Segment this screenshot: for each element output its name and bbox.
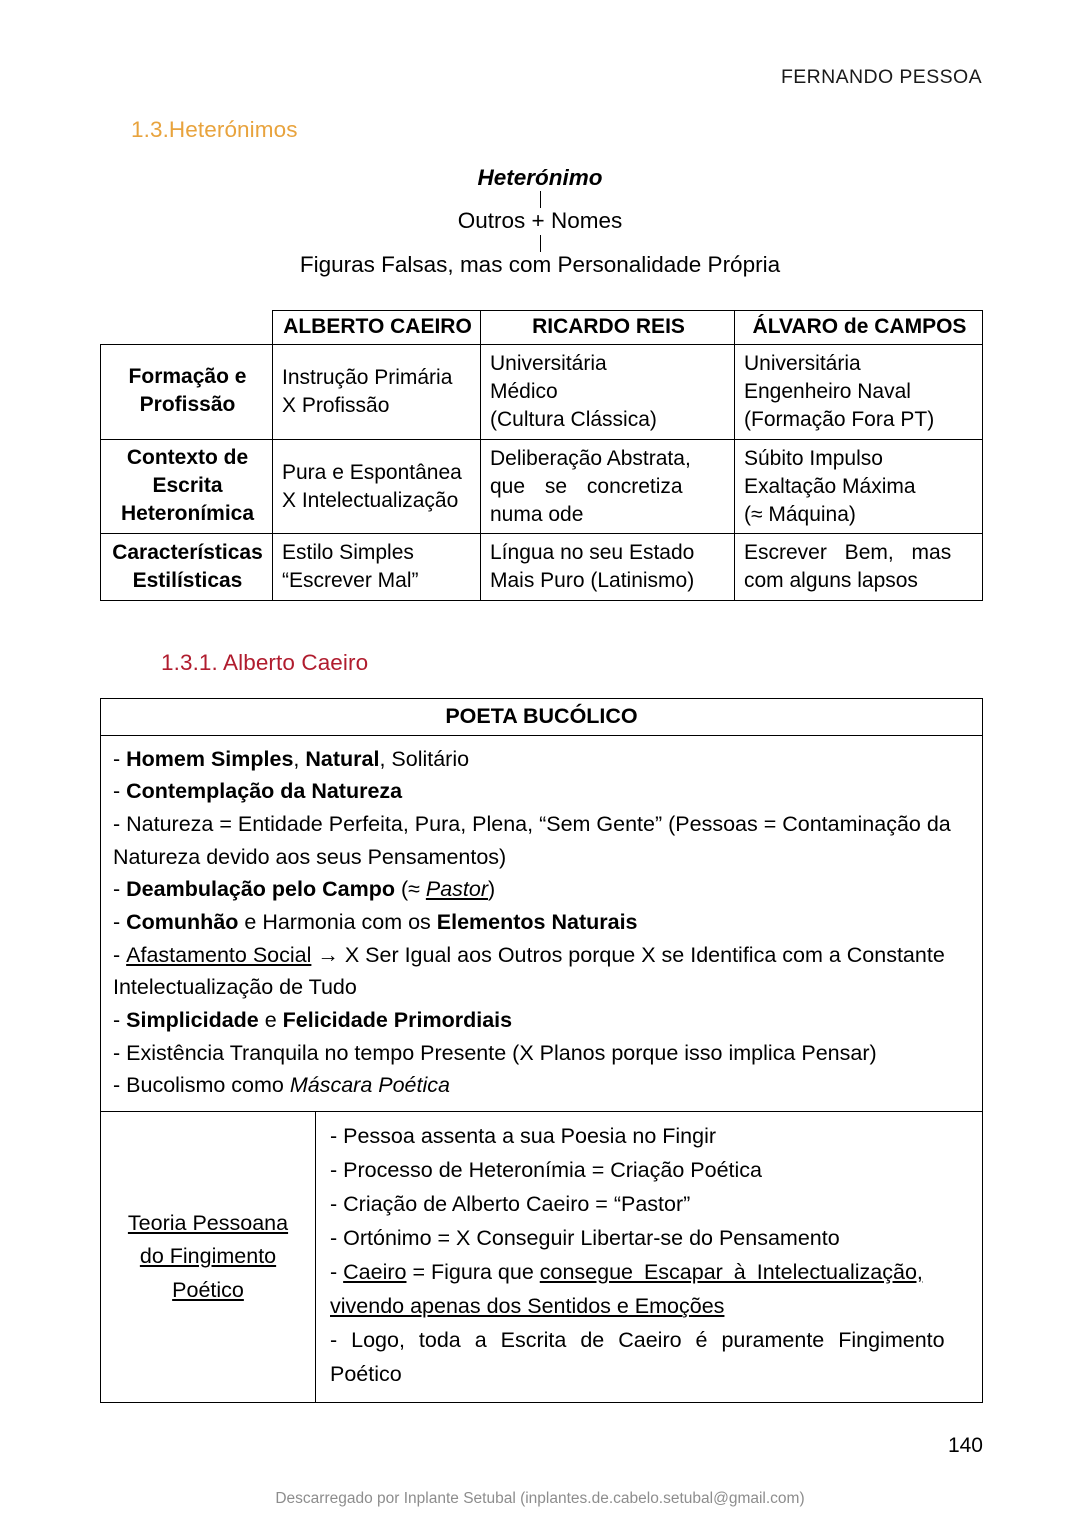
running-header: FERNANDO PESSOA [780, 66, 982, 88]
cell-line: Escrever Bem, mas [744, 541, 952, 565]
bullet-plain-fragment: Bucolismo como [126, 1073, 290, 1098]
list-item: - Homem Simples, Natural, Solitário [113, 746, 470, 771]
row-label-line: Heteronímica [120, 502, 255, 526]
row-label-formacao [101, 344, 273, 439]
cell-line: (≈ Máquina) [744, 502, 856, 526]
table-row [101, 1111, 983, 1402]
bullet-bold-fragment: Felicidade Primordiais [282, 1007, 513, 1032]
bullet-plain-fragment: Existência Tranquila no tempo Presente (X Planos porque isso implica Pensar) [126, 1040, 877, 1065]
bullet-plain-fragment: e Harmonia com os [238, 909, 437, 934]
label-line: Poético [172, 1277, 244, 1302]
diagram-node-bottom: Figuras Falsas, mas com Personalidade Própria [299, 251, 781, 277]
bullet-bold-fragment: Natural [305, 746, 380, 771]
row-label-line: Profissão [139, 393, 236, 417]
list-item: - Criação de Alberto Caeiro = “Pastor” [330, 1191, 691, 1216]
cell-caracteristicas-campos [735, 534, 983, 601]
list-item: - Processo de Heteronímia = Criação Poética [330, 1157, 762, 1182]
label-line: Teoria Pessoana [127, 1210, 289, 1235]
list-item: - Simplicidade e Felicidade Primordiais [113, 1007, 513, 1032]
list-item: - Comunhão e Harmonia com os Elementos Naturais [113, 909, 638, 934]
bullet-plain-fragment: , [293, 746, 306, 771]
row-label-line: Características [112, 540, 263, 564]
bullet-bold-fragment: Simplicidade [126, 1007, 259, 1032]
column-header-caeiro: ALBERTO CAEIRO [273, 311, 481, 345]
item-underline-fragment: consegue Escapar à Intelectualização, [539, 1259, 923, 1284]
list-item: - Afastamento Social → X Ser Igual aos Outros porque X se Identifica com a Constante Intelectualização de Tudo [113, 942, 945, 1000]
list-item [330, 1290, 970, 1324]
cell-contexto-campos [735, 439, 983, 534]
list-item: - Deambulação pelo Campo (≈ Pastor) [113, 877, 496, 902]
heteronyms-comparison-table [100, 310, 983, 601]
cell-formacao-campos [735, 344, 983, 439]
cell-caracteristicas-reis [481, 534, 735, 601]
row-label-line: Contexto de [126, 446, 249, 470]
row-label-line: Formação e [128, 365, 247, 389]
list-item: - Logo, toda a Escrita de Caeiro é puramente Fingimento [330, 1327, 945, 1352]
bullet-plain-fragment: Natureza = Entidade Perfeita, Pura, Plena, “Sem Gente” (Pessoas = Contaminação da Natureza devido aos seus Pensamentos) [113, 811, 951, 869]
list-item: - Ortónimo = X Conseguir Libertar-se do Pensamento [330, 1225, 840, 1250]
list-item: - Pessoa assenta a sua Poesia no Fingir [330, 1123, 717, 1148]
column-header-reis: RICARDO REIS [481, 311, 735, 345]
bullet-plain-fragment: (≈ [394, 877, 426, 902]
cell-line: numa ode [490, 502, 584, 526]
cell-line: X Profissão [282, 393, 390, 417]
section-heading: 1.3.Heterónimos [131, 117, 298, 142]
list-item: - Natureza = Entidade Perfeita, Pura, Plena, “Sem Gente” (Pessoas = Contaminação da Natureza devido aos seus Pensamentos) [113, 811, 951, 869]
cell-line: Universitária [744, 351, 861, 375]
table-title-row [101, 699, 983, 736]
row-label-line: Escrita [152, 474, 223, 498]
bullet-bold-fragment: Contemplação da Natureza [126, 779, 403, 804]
row-label-contexto [101, 439, 273, 534]
bullet-italic-fragment: Máscara Poética [289, 1073, 450, 1098]
bullet-bold-fragment: Deambulação pelo Campo [126, 877, 395, 902]
cell-formacao-caeiro [273, 344, 481, 439]
heteronimo-diagram [0, 166, 1080, 276]
bullet-plain-fragment: → X Ser Igual aos Outros porque X se Identifica com a Constante Intelectualização de Tudo [113, 942, 945, 1000]
bullet-plain-fragment: ) [488, 877, 496, 902]
cell-line: Universitária [490, 351, 607, 375]
row-label-line: Estilísticas [132, 568, 243, 592]
cell-line: Língua no seu Estado [490, 541, 695, 565]
cell-contexto-caeiro [273, 439, 481, 534]
poeta-bucolico-table [100, 698, 983, 1403]
cell-contexto-reis [481, 439, 735, 534]
cell-formacao-reis [481, 344, 735, 439]
cell-line: Mais Puro (Latinismo) [490, 569, 695, 593]
row-label-caracteristicas [101, 534, 273, 601]
bullet-underline-fragment: Afastamento Social [126, 942, 312, 967]
table-row [101, 735, 983, 1111]
subsection-heading: 1.3.1. Alberto Caeiro [161, 650, 369, 675]
page-number: 140 [947, 1434, 983, 1457]
list-item: - Bucolismo como Máscara Poética [113, 1073, 450, 1098]
cell-line: Estilo Simples [282, 541, 414, 565]
cell-line: Exaltação Máxima [744, 474, 916, 498]
item-dash: - [330, 1259, 344, 1284]
cell-line: (Formação Fora PT) [744, 407, 935, 431]
diagram-connector-upper [540, 191, 541, 208]
diagram-connector-lower [540, 235, 541, 252]
list-item [330, 1256, 970, 1290]
poeta-bucolico-title: POETA BUCÓLICO [101, 699, 983, 736]
bullet-plain-fragment: , Solitário [379, 746, 470, 771]
table-header-row [101, 311, 983, 345]
table-row [101, 344, 983, 439]
cell-line: Pura e Espontânea [282, 460, 462, 484]
cell-line: com alguns lapsos [744, 569, 918, 593]
bullet-bold-fragment: Elementos Naturais [436, 909, 638, 934]
cell-line: Súbito Impulso [744, 446, 883, 470]
table-corner-cell [101, 311, 273, 345]
teoria-pessoana-items [316, 1111, 983, 1402]
cell-line: X Intelectualização [282, 488, 459, 512]
list-item: - Existência Tranquila no tempo Presente (X Planos porque isso implica Pensar) [113, 1040, 877, 1065]
diagram-node-top: Heterónimo [477, 165, 603, 190]
bullet-plain-fragment: e [258, 1007, 283, 1032]
item-underline-fragment: vivendo apenas dos Sentidos e Emoções [330, 1293, 725, 1318]
diagram-node-middle: Outros + Nomes [457, 208, 623, 234]
cell-line: “Escrever Mal” [282, 569, 419, 593]
bucolico-bullet-list [101, 735, 983, 1111]
label-line: do Fingimento [139, 1244, 277, 1269]
cell-line: que se concretiza [490, 474, 683, 498]
list-item: - Contemplação da Natureza [113, 779, 403, 804]
item-plain-fragment: = Figura que [406, 1259, 540, 1284]
cell-line: Instrução Primária [282, 365, 453, 389]
cell-line: Deliberação Abstrata, [490, 446, 691, 470]
column-header-campos: ÁLVARO de CAMPOS [735, 311, 983, 345]
item-underline-fragment: Caeiro [343, 1259, 407, 1284]
bullet-italic-underline-fragment: Pastor [425, 877, 489, 902]
bullet-bold-fragment: Comunhão [126, 909, 239, 934]
bullet-bold-fragment: Homem Simples [126, 746, 294, 771]
cell-line: (Cultura Clássica) [490, 407, 657, 431]
table-row [101, 439, 983, 534]
cell-line: Engenheiro Naval [744, 379, 911, 403]
list-item: Poético [330, 1361, 402, 1386]
table-row [101, 534, 983, 601]
teoria-pessoana-label [101, 1111, 316, 1402]
download-watermark: Descarregado por Inplante Setubal (inplantes.de.cabelo.setubal@gmail.com) [275, 1490, 805, 1507]
cell-caracteristicas-caeiro [273, 534, 481, 601]
cell-line: Médico [490, 379, 558, 403]
